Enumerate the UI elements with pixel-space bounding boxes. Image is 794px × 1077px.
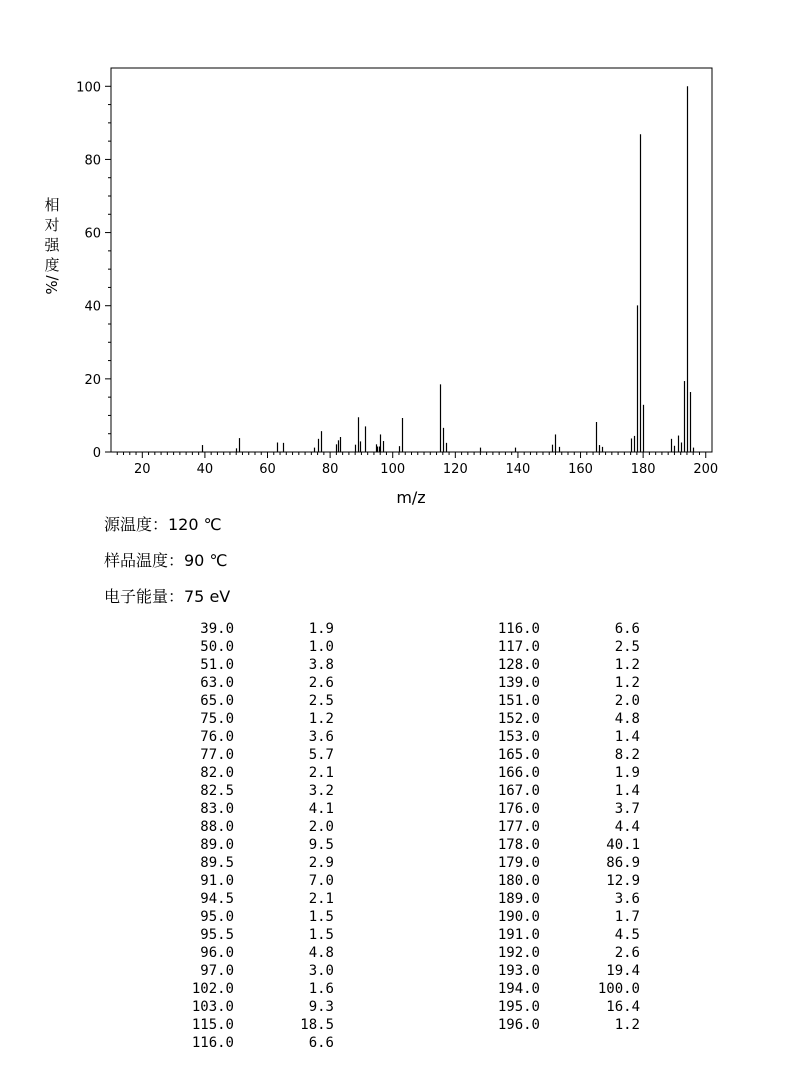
intensity-value: 1.5 — [308, 927, 334, 943]
mz-value: 167.0 — [497, 783, 540, 799]
intensity-value: 6.6 — [308, 1035, 334, 1051]
intensity-value: 1.5 — [308, 909, 334, 925]
mz-value: 88.0 — [200, 819, 234, 835]
intensity-value: 3.2 — [308, 783, 334, 799]
x-tick-label: 200 — [693, 462, 719, 477]
intensity-value: 1.2 — [308, 711, 334, 727]
mz-value: 89.5 — [200, 855, 234, 871]
x-tick-label: 20 — [134, 462, 151, 477]
intensity-value: 86.9 — [606, 855, 640, 871]
intensity-value: 12.9 — [606, 873, 640, 889]
intensity-value: 1.4 — [614, 783, 640, 799]
mz-value: 117.0 — [497, 639, 540, 655]
mz-value: 75.0 — [200, 711, 234, 727]
mz-value: 177.0 — [497, 819, 540, 835]
mz-value: 165.0 — [497, 747, 540, 763]
intensity-value: 40.1 — [606, 837, 640, 853]
intensity-value: 2.6 — [308, 675, 334, 691]
intensity-value: 2.6 — [614, 945, 640, 961]
y-axis-label-char: 度 — [44, 256, 60, 274]
intensity-value: 9.5 — [308, 837, 334, 853]
x-tick-labels — [134, 462, 718, 477]
y-tick-label: 0 — [92, 446, 101, 461]
intensity-value: 1.0 — [308, 639, 334, 655]
mz-value: 89.0 — [200, 837, 234, 853]
mz-value: 94.5 — [200, 891, 234, 907]
intensity-value: 1.2 — [614, 1017, 640, 1033]
intensity-value: 3.6 — [308, 729, 334, 745]
intensity-value: 2.1 — [308, 765, 334, 781]
mz-value: 190.0 — [497, 909, 540, 925]
mz-value: 116.0 — [191, 1035, 234, 1051]
mz-value: 193.0 — [497, 963, 540, 979]
mass-spectrum-chart — [0, 0, 794, 520]
intensity-value: 4.4 — [614, 819, 640, 835]
intensity-value: 5.7 — [308, 747, 334, 763]
x-axis-label: m/z — [396, 488, 426, 507]
intensity-value: 3.0 — [308, 963, 334, 979]
x-tick-label: 160 — [568, 462, 593, 477]
intensity-value: 1.4 — [614, 729, 640, 745]
intensity-value: 19.4 — [606, 963, 640, 979]
x-tick-label: 100 — [380, 462, 406, 477]
intensity-value: 1.7 — [614, 909, 640, 925]
y-tick-label: 20 — [84, 372, 101, 388]
mz-value: 192.0 — [497, 945, 540, 961]
plot-frame-rect — [111, 68, 712, 452]
mz-value: 65.0 — [200, 693, 234, 709]
mz-value: 76.0 — [200, 729, 234, 745]
y-tick-label: 80 — [84, 153, 101, 169]
intensity-value: 100.0 — [597, 981, 640, 997]
intensity-value: 4.5 — [614, 927, 640, 943]
intensity-value: 3.6 — [614, 891, 640, 907]
y-tick-label: 100 — [76, 80, 101, 96]
mz-value: 153.0 — [497, 729, 540, 745]
intensity-value: 8.2 — [614, 747, 640, 763]
mz-value: 128.0 — [497, 657, 540, 673]
mz-value: 51.0 — [200, 657, 234, 673]
peak-bars — [203, 86, 694, 452]
mz-value: 82.0 — [200, 765, 234, 781]
intensity-value: 1.6 — [308, 981, 334, 997]
mz-value: 97.0 — [200, 963, 234, 979]
mz-value: 39.0 — [200, 621, 234, 637]
mz-value: 139.0 — [497, 675, 540, 691]
y-axis-label-char: 相 — [44, 196, 60, 214]
y-axis-label-char: 强 — [44, 236, 60, 254]
electron-energy: 电子能量：75 eV — [104, 587, 231, 606]
mz-value: 83.0 — [200, 801, 234, 817]
mz-value: 103.0 — [191, 999, 234, 1015]
mz-value: 96.0 — [200, 945, 234, 961]
intensity-value: 1.9 — [614, 765, 640, 781]
mz-value: 195.0 — [497, 999, 540, 1015]
intensity-value: 18.5 — [300, 1017, 334, 1033]
intensity-value: 2.1 — [308, 891, 334, 907]
y-axis-label-char: 对 — [44, 216, 60, 234]
intensity-value: 1.9 — [308, 621, 334, 637]
intensity-value: 9.3 — [308, 999, 334, 1015]
intensity-value: 16.4 — [606, 999, 640, 1015]
mz-value: 151.0 — [497, 693, 540, 709]
y-tick-label: 40 — [84, 299, 101, 315]
mz-value: 50.0 — [200, 639, 234, 655]
mz-value: 63.0 — [200, 675, 234, 691]
x-tick-label: 40 — [196, 462, 214, 477]
mz-value: 189.0 — [497, 891, 540, 907]
mz-value: 82.5 — [200, 783, 234, 799]
axis-ticks — [105, 86, 706, 458]
mz-value: 178.0 — [497, 837, 540, 853]
sample-temperature: 样品温度：90 ℃ — [104, 551, 228, 570]
intensity-value: 1.2 — [614, 675, 640, 691]
mz-value: 115.0 — [191, 1017, 234, 1033]
mz-value: 179.0 — [497, 855, 540, 871]
plot-frame — [111, 68, 712, 452]
intensity-value: 4.8 — [308, 945, 334, 961]
x-tick-label: 80 — [321, 462, 339, 477]
source-temperature: 源温度：120 ℃ — [104, 515, 222, 534]
mz-value: 194.0 — [497, 981, 540, 997]
mz-value: 152.0 — [497, 711, 540, 727]
intensity-value: 3.8 — [308, 657, 334, 673]
y-tick-label: 60 — [84, 226, 101, 242]
intensity-value: 2.0 — [614, 693, 640, 709]
intensity-value: 4.8 — [614, 711, 640, 727]
mz-value: 77.0 — [200, 747, 234, 763]
mz-value: 102.0 — [191, 981, 234, 997]
mz-value: 95.0 — [200, 909, 234, 925]
x-tick-label: 140 — [505, 462, 531, 477]
mz-value: 166.0 — [497, 765, 540, 781]
intensity-value: 2.5 — [308, 693, 334, 709]
mz-value: 180.0 — [497, 873, 540, 889]
x-tick-label: 60 — [259, 462, 276, 477]
mz-value: 95.5 — [200, 927, 234, 943]
y-axis-label — [43, 196, 61, 295]
y-tick-labels — [76, 80, 101, 461]
intensity-value: 3.7 — [614, 801, 640, 817]
mz-value: 196.0 — [497, 1017, 540, 1033]
x-tick-label: 180 — [630, 462, 656, 477]
y-axis-label-char: %/ — [43, 275, 61, 295]
intensity-value: 4.1 — [308, 801, 334, 817]
intensity-value: 2.5 — [614, 639, 640, 655]
mz-value: 176.0 — [497, 801, 540, 817]
intensity-value: 2.9 — [308, 855, 334, 871]
intensity-value: 6.6 — [614, 621, 640, 637]
mz-value: 116.0 — [497, 621, 540, 637]
mz-value: 91.0 — [200, 873, 234, 889]
intensity-value: 2.0 — [308, 819, 334, 835]
intensity-value: 7.0 — [308, 873, 334, 889]
x-tick-label: 120 — [442, 462, 468, 477]
mz-value: 191.0 — [497, 927, 540, 943]
intensity-value: 1.2 — [614, 657, 640, 673]
